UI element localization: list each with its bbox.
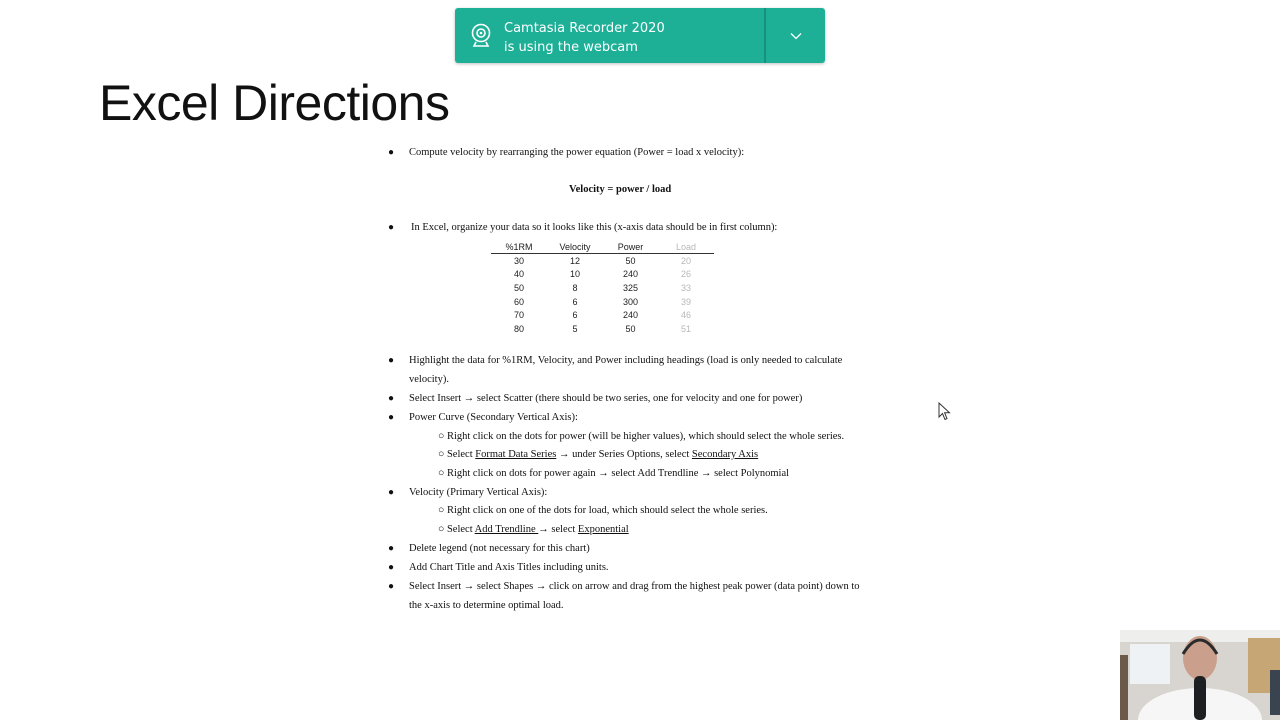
notification-detail: is using the webcam	[504, 40, 638, 55]
bullet-insert-scatter: ● Select Insert → select Scatter (there should be two series, one for velocity and one for power)	[388, 390, 878, 409]
bullet-highlight-data: ● Highlight the data for %1RM, Velocity, and Power including headings (load is only needed to calculate velocity).	[388, 352, 878, 389]
velocity-formula: Velocity = power / load	[569, 184, 672, 195]
cell-1rm: 40	[513, 269, 524, 280]
secondary-axis-text: Secondary Axis	[691, 449, 759, 460]
cell-velocity: 8	[572, 282, 578, 293]
cell-power: 50	[625, 323, 636, 334]
cell-power: 50	[625, 255, 636, 266]
sub-bullet-icon: ○	[438, 524, 445, 535]
bullet-power-curve: ● Power Curve (Secondary Vertical Axis):	[388, 409, 878, 428]
column-header-velocity: Velocity	[547, 240, 603, 254]
cell-1rm: 60	[513, 296, 524, 307]
sub-bullet-icon: ○	[438, 468, 445, 479]
sub-bullet-format-data-series: ○ Select Format Data Series → under Series Options, select Secondary Axis	[438, 449, 759, 460]
add-trendline-text: Add Trendline	[474, 524, 539, 535]
bullet-delete-legend: ● Delete legend (not necessary for this chart)	[388, 540, 878, 559]
notification-message	[504, 19, 665, 57]
bullet-icon: ●	[388, 543, 395, 554]
cell-1rm: 80	[513, 323, 524, 334]
cell-velocity: 6	[572, 310, 578, 321]
cell-1rm: 70	[513, 310, 524, 321]
presenter-video-icon	[1120, 630, 1280, 720]
bullet-icon: ●	[388, 222, 395, 233]
table-row	[491, 268, 714, 282]
table-row	[491, 295, 714, 309]
column-header-1rm: %1RM	[491, 240, 547, 254]
sub-bullet-exponential-trendline: ○ Select Add Trendline → select Exponential	[438, 524, 629, 535]
cell-load: 33	[680, 282, 691, 293]
webcam-usage-notification[interactable]	[455, 8, 825, 63]
table-row	[491, 308, 714, 322]
cell-load: 20	[680, 255, 691, 266]
cell-load: 51	[680, 323, 691, 334]
exponential-text: Exponential	[577, 524, 629, 535]
bullet-icon: ●	[388, 581, 395, 592]
bullet-add-titles: ● Add Chart Title and Axis Titles including units.	[388, 559, 878, 578]
bullet-organize-data: ● In Excel, organize your data so it looks like this (x-axis data should be in first column):	[388, 219, 878, 238]
cell-power: 325	[622, 282, 639, 293]
sub-bullet-icon: ○	[438, 449, 445, 460]
bullet-velocity-axis: ● Velocity (Primary Vertical Axis):	[388, 484, 878, 503]
sub-bullet-icon: ○	[438, 431, 445, 442]
notification-app-name: Camtasia Recorder 2020	[504, 21, 665, 36]
notification-expand-button[interactable]	[766, 8, 825, 63]
sub-bullet-icon: ○	[438, 505, 445, 516]
bullet-insert-shapes: ● Select Insert → select Shapes → click on arrow and drag from the highest peak power (data point) down to the x-axis to determine optimal load.	[388, 578, 878, 615]
bullet-icon: ●	[388, 355, 395, 366]
mouse-cursor-icon	[938, 402, 952, 422]
cell-power: 240	[622, 269, 639, 280]
bullet-icon: ●	[388, 393, 395, 404]
slide-title: Excel Directions	[99, 75, 450, 131]
table-header-row	[491, 240, 714, 254]
cell-load: 39	[680, 296, 691, 307]
cell-velocity: 12	[569, 255, 580, 266]
table-row	[491, 254, 714, 268]
cell-velocity: 6	[572, 296, 578, 307]
cell-load: 46	[680, 310, 691, 321]
cell-velocity: 5	[572, 323, 578, 334]
cell-power: 300	[622, 296, 639, 307]
bullet-icon: ●	[388, 412, 395, 423]
column-header-load: Load	[658, 240, 714, 254]
table-row	[491, 281, 714, 295]
cell-power: 240	[622, 310, 639, 321]
sub-bullet-right-click-load: ○ Right click on one of the dots for load, which should select the whole series.	[438, 505, 768, 516]
format-data-series-text: Format Data Series	[475, 449, 557, 460]
webcam-icon	[470, 23, 492, 49]
bullet-icon: ●	[388, 487, 395, 498]
sub-bullet-polynomial-trendline: ○ Right click on dots for power again → select Add Trendline → select Polynomial	[438, 468, 790, 479]
chevron-down-icon	[790, 32, 802, 40]
cell-velocity: 10	[569, 269, 580, 280]
cell-1rm: 30	[513, 255, 524, 266]
presenter-webcam-overlay	[1120, 630, 1280, 720]
data-table	[491, 240, 714, 336]
bullet-icon: ●	[388, 147, 395, 158]
bullet-icon: ●	[388, 562, 395, 573]
column-header-power: Power	[603, 240, 658, 254]
cell-load: 26	[680, 269, 691, 280]
table-row	[491, 322, 714, 336]
sub-bullet-right-click-power: ○ Right click on the dots for power (will be higher values), which should select the whole series.	[438, 431, 845, 442]
cell-1rm: 50	[513, 282, 524, 293]
bullet-compute-velocity: ● Compute velocity by rearranging the power equation (Power = load x velocity):	[388, 144, 878, 163]
